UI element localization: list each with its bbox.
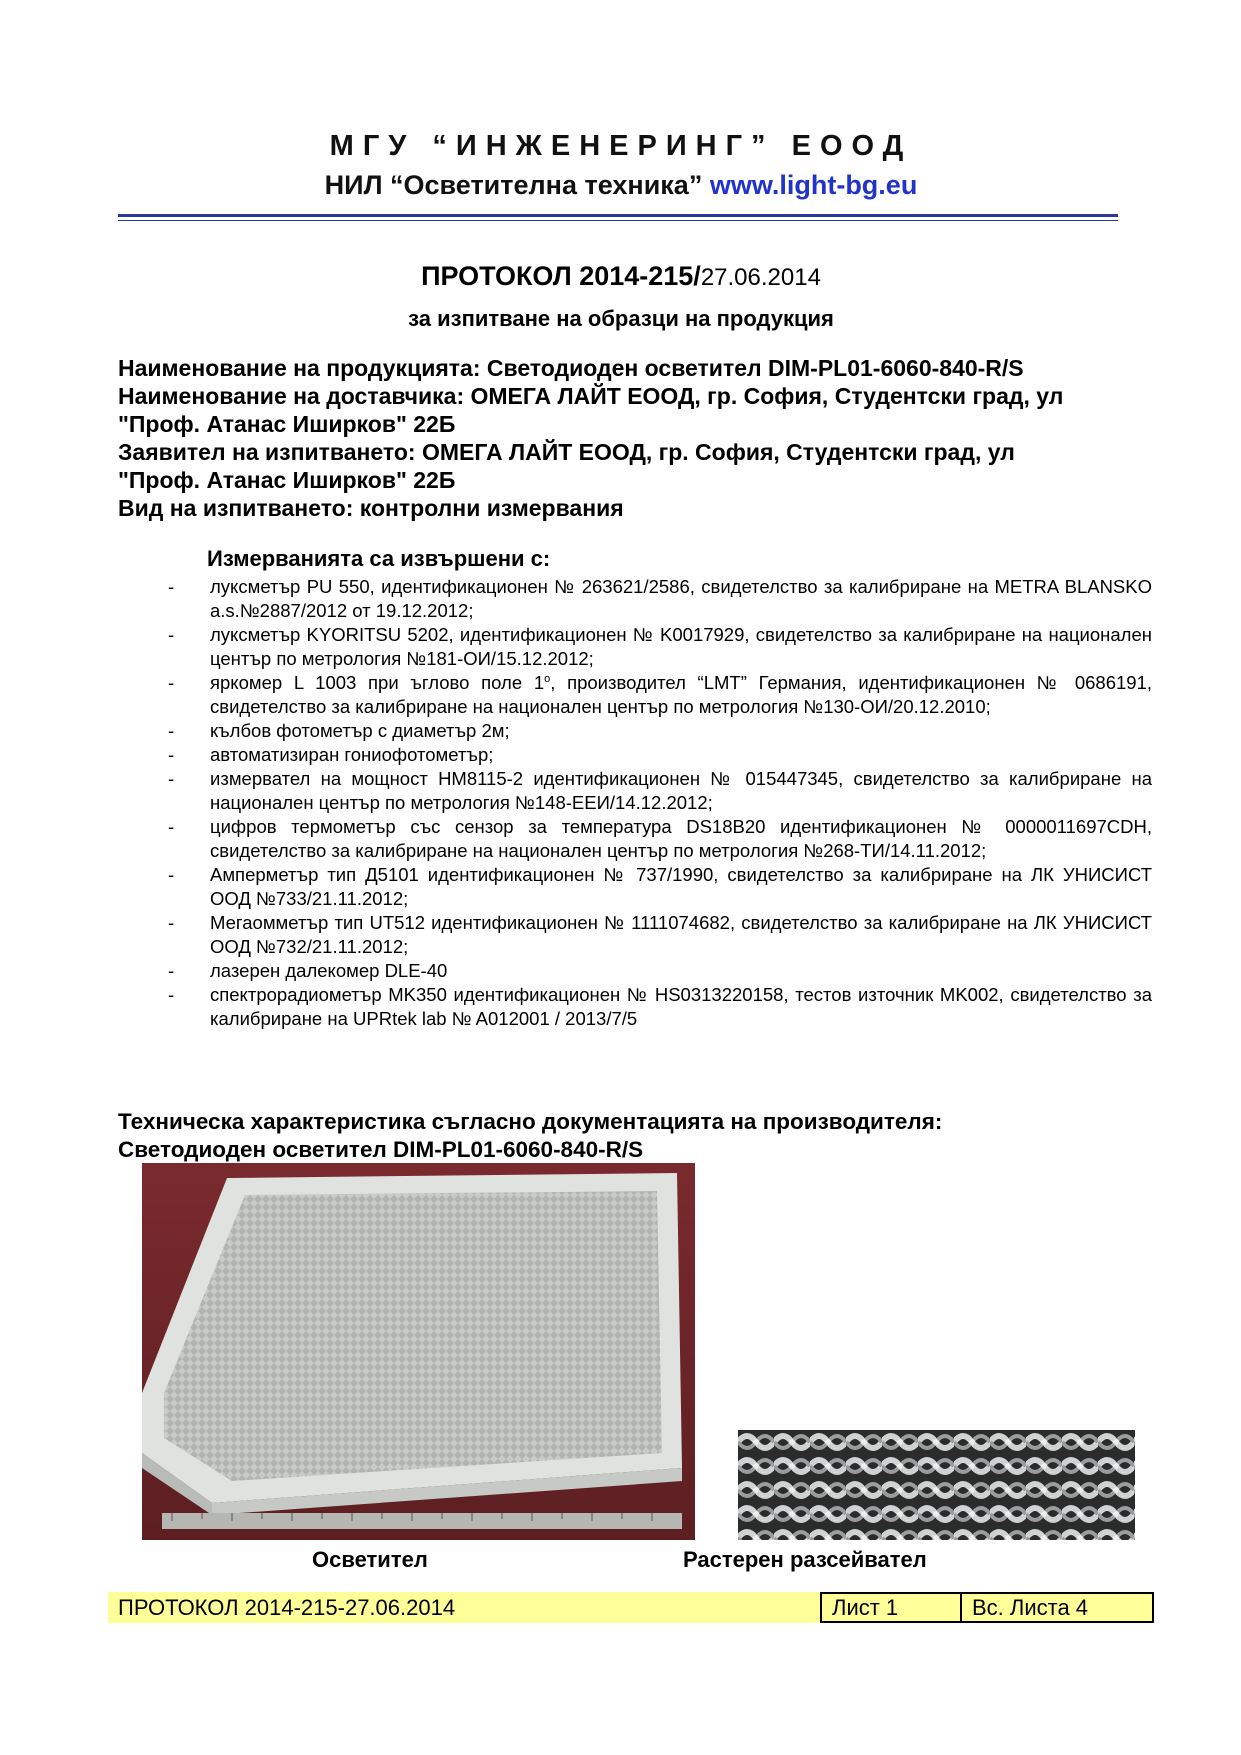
measurements-heading: Измерванията са извършени с: bbox=[207, 546, 551, 571]
diffuser-caption: Растерен разсейвател bbox=[683, 1547, 927, 1572]
list-item-text: , производител “LMT” Германия, идентификационен № 0686191, свидетелство за калибриране на национален център по метрология №130-ОИ/20.12.2010; bbox=[210, 672, 1152, 717]
luminaire-caption: Осветител bbox=[312, 1547, 428, 1572]
tech-spec-product: Светодиоден осветител DIM-PL01-6060-840-R/S bbox=[118, 1137, 644, 1162]
protocol-date: 27.06.2014 bbox=[700, 264, 821, 291]
list-item: - кълбов фотометър с диаметър 2м; bbox=[168, 719, 1152, 743]
header-rule bbox=[118, 214, 1118, 217]
product-name: Наименование на продукцията: Светодиоден осветител DIM-PL01-6060-840-R/S bbox=[118, 355, 1024, 381]
luminaire-photo bbox=[142, 1163, 695, 1540]
footer-sheet: Лист 1 bbox=[820, 1592, 970, 1623]
degree-superscript: о bbox=[544, 672, 551, 685]
diffuser-photo bbox=[738, 1430, 1135, 1540]
list-item: - Мегаомметър тип UT512 идентификационен № 1111074682, свидетелство за калибриране на ЛК УНИСИСТ ООД №732/21.11.2012; bbox=[168, 911, 1152, 959]
footer-total-sheets: Вс. Листа 4 bbox=[960, 1592, 1154, 1623]
list-item bbox=[168, 671, 1152, 719]
list-item: - луксметър KYORITSU 5202, идентификационен № K0017929, свидетелство за калибриране на национален център по метрология №181-ОИ/15.12.2012; bbox=[168, 623, 1152, 671]
list-item: - лазерен далекомер DLE-40 bbox=[168, 959, 1152, 983]
tech-spec bbox=[118, 1108, 1148, 1164]
list-item: - цифров термометър със сензор за температура DS18B20 идентификационен № 0000011697CDH, свидетелство за калибриране на национален център по метрология №268-ТИ/14.11.2012; bbox=[168, 815, 1152, 863]
supplier-line-2: "Проф. Атанас Иширков" 22Б bbox=[118, 411, 456, 437]
footer-protocol: ПРОТОКОЛ 2014-215-27.06.2014 bbox=[118, 1595, 456, 1620]
protocol-title bbox=[118, 261, 1124, 292]
website-link[interactable]: www.light-bg.eu bbox=[709, 170, 918, 200]
protocol-subtitle: за изпитване на образци на продукция bbox=[408, 306, 834, 331]
measurements-list bbox=[168, 575, 1152, 1031]
header-rule-thin bbox=[118, 220, 1118, 221]
list-item: - автоматизиран гониофотометър; bbox=[168, 743, 1152, 767]
supplier-line-1: Наименование на доставчика: ОМЕГА ЛАЙТ ЕООД, гр. София, Студентски град, ул bbox=[118, 383, 1064, 409]
company-name: МГУ “ИНЖЕНЕРИНГ” ЕООД bbox=[329, 130, 913, 162]
applicant-line-2: "Проф. Атанас Иширков" 22Б bbox=[118, 467, 456, 493]
test-type: Вид на изпитването: контролни измервания bbox=[118, 495, 624, 521]
list-item: - измервател на мощност HM8115-2 идентификационен № 015447345, свидетелство за калибриране на национален център по метрология №148-ЕЕИ/14.12.2012; bbox=[168, 767, 1152, 815]
lab-name-text: НИЛ “Осветителна техника” bbox=[324, 170, 703, 200]
list-item: - Амперметър тип Д5101 идентификационен № 737/1990, свидетелство за калибриране на ЛК УНИСИСТ ООД №733/21.11.2012; bbox=[168, 863, 1152, 911]
lab-name bbox=[118, 170, 1124, 201]
applicant-line-1: Заявител на изпитването: ОМЕГА ЛАЙТ ЕООД, гр. София, Студентски град, ул bbox=[118, 439, 1015, 465]
tech-spec-heading: Техническа характеристика съгласно документацията на производителя: bbox=[118, 1109, 943, 1134]
list-item: - луксметър PU 550, идентификационен № 263621/2586, свидетелство за калибриране на METRA BLANSKO a.s.№2887/2012 от 19.12.2012; bbox=[168, 575, 1152, 623]
product-info bbox=[118, 354, 1148, 522]
protocol-number: ПРОТОКОЛ 2014-215/ bbox=[421, 261, 701, 291]
list-item-text: яркомер L 1003 при ъглово поле 1 bbox=[210, 672, 545, 693]
list-item: - спектрорадиометър MK350 идентификационен № HS0313220158, тестов източник MK002, свидетелство за калибриране на UPRtek lab № A012001 / 2013/7/5 bbox=[168, 983, 1152, 1031]
